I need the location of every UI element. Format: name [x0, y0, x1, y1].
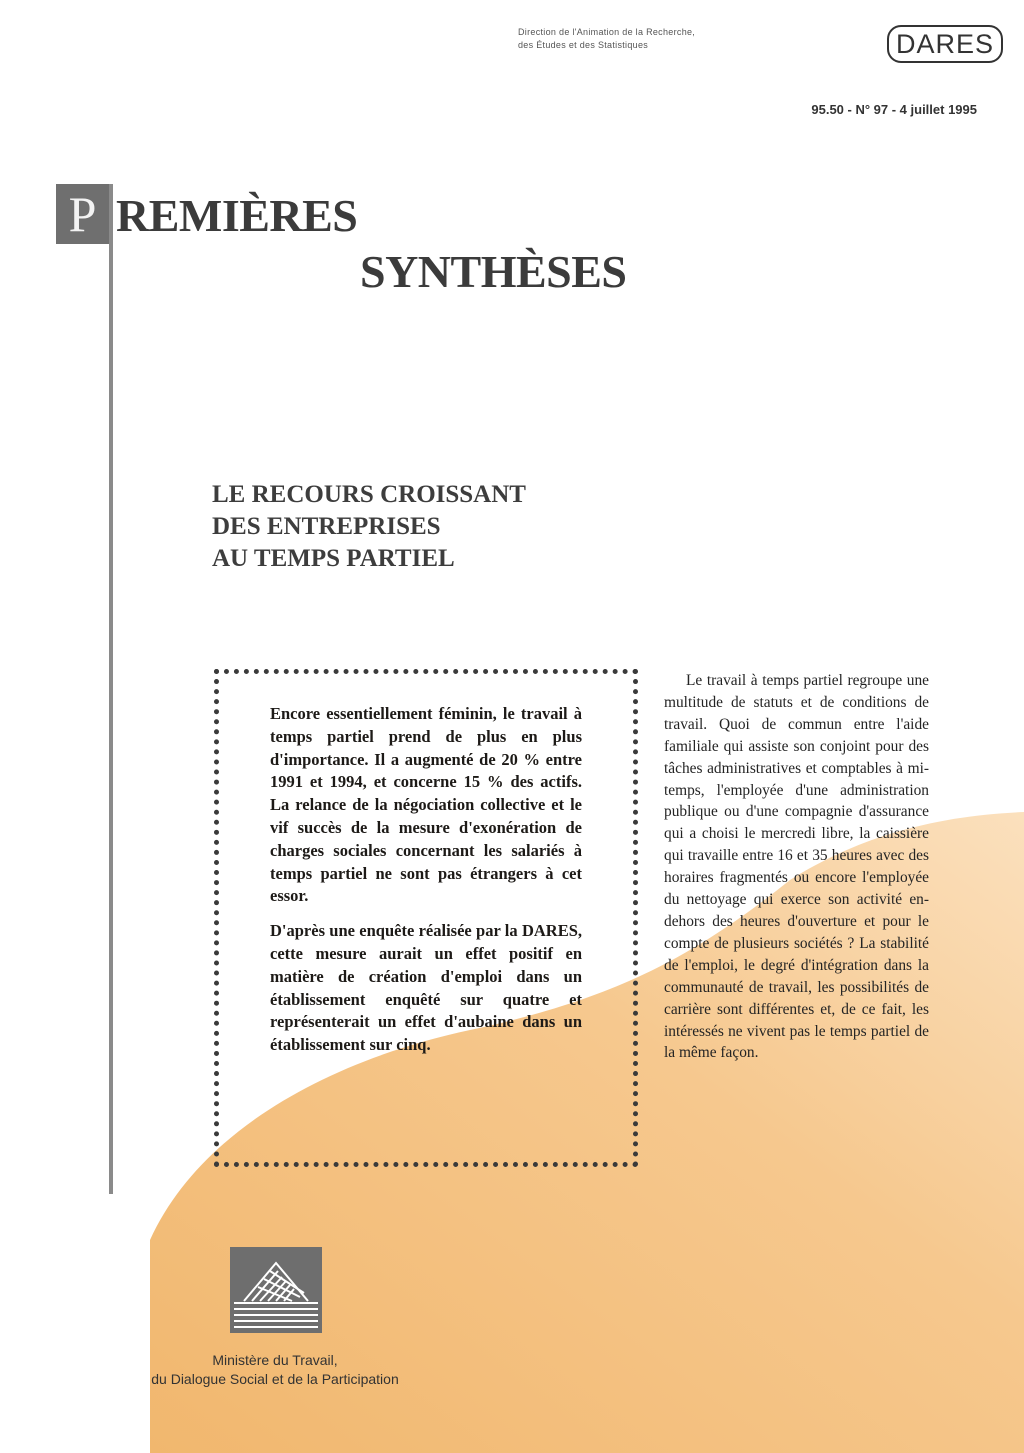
summary-paragraph-2: D'après une enquête réalisée par la DARES, cette mesure aurait un effet positif en matière de création d'emploi dans un établissement enquêté sur quatre et représenterait un effet d'aubaine dans un établissement sur cinq. [270, 921, 582, 1055]
ministry-name [100, 1351, 450, 1389]
series-initial-block: P [56, 184, 109, 244]
headline-line3: AU TEMPS PARTIEL [212, 545, 455, 572]
organization-name-line2: des Études et des Statistiques [518, 40, 649, 50]
body-paragraph-1: Le travail à temps partiel regroupe une multitude de statuts et de conditions de travail. Quoi de commun entre l'aide familiale qui assiste son conjoint pour des tâches administratives et comptables à mi-temps, l'employée d'une administration publique ou d'une compagnie d'assurance qui a choisi le mercredi libre, la caissière qui travaille entre 16 et 35 heures avec des horaires fragmentés ou encore l'employée du nettoyage qui exerce son activité en-dehors des heures d'ouverture et pour le compte de plusieurs sociétés ? La stabilité de l'emploi, le degré d'intégration dans la communauté de travail, les possibilités de carrière sont différentes et, de ce fait, les intéressés ne vivent pas le temps partiel de la même façon. [664, 672, 929, 1062]
headline-line1: LE RECOURS CROISSANT [212, 481, 526, 508]
organization-name-line1: Direction de l'Animation de la Recherche, [518, 27, 696, 37]
ministry-name-line2: du Dialogue Social et de la Participation [151, 1371, 399, 1387]
article-headline [212, 479, 632, 575]
vertical-rule [109, 184, 113, 1194]
issue-reference: 95.50 - N° 97 - 4 juillet 1995 [811, 102, 977, 117]
series-title-line1: REMIÈRES [116, 190, 358, 241]
dares-logo: DARES [887, 25, 1003, 63]
headline-line2: DES ENTREPRISES [212, 513, 441, 540]
ministry-name-line1: Ministère du Travail, [212, 1352, 338, 1368]
summary-paragraph-1: Encore essentiellement féminin, le travail à temps partiel prend de plus en plus d'importance. Il a augmenté de 20 % entre 1991 et 1994, et concerne 15 % des actifs. La relance de la négociation collective et le vif succès de la mesure d'exonération de charges sociales concernant les salariés à temps partiel ne sont pas étrangers à cet essor. [270, 704, 582, 906]
summary-text [270, 703, 582, 1069]
ministry-logo-icon [230, 1247, 322, 1333]
body-column [664, 670, 929, 1064]
series-title-line2: SYNTHÈSES [360, 246, 627, 297]
